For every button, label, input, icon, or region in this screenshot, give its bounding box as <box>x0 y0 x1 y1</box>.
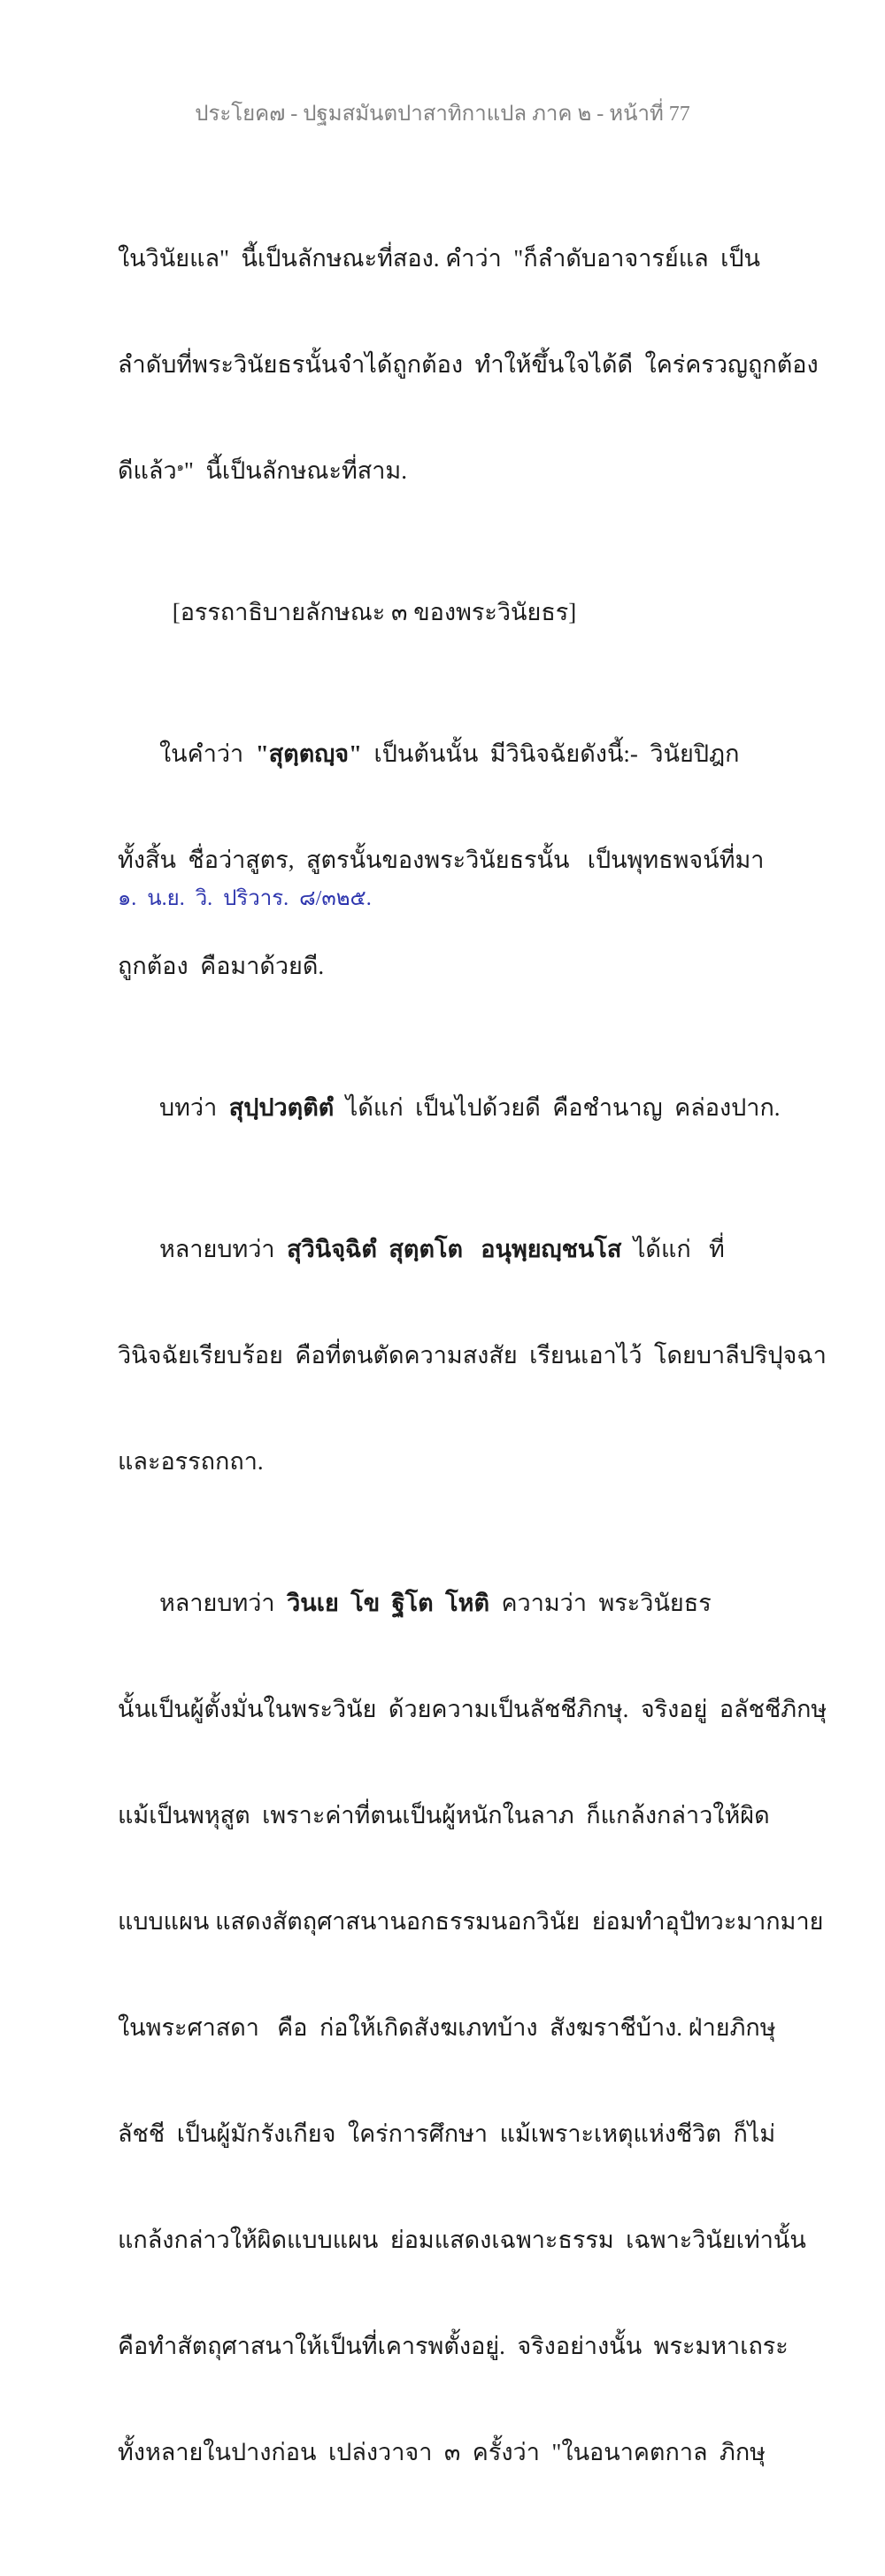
body-line <box>118 1585 712 1621</box>
body-line: คือทำสัตถุศาสนาให้เป็นที่เคารพตั้งอยู่. จริงอย่างนั้น พระมหาเถระ <box>118 2333 789 2359</box>
body-line <box>118 1090 781 1125</box>
page-header: ประโยค๗ - ปฐมสมันตปาสาทิกาแปล ภาค ๒ - หน้าที่ 77 <box>195 103 690 126</box>
body-line: ถูกต้อง คือมาด้วยดี. <box>118 953 325 979</box>
body-line-segment: หลายบทว่า <box>159 1590 288 1616</box>
body-line: ลัชชี เป็นผู้มักรังเกียจ ใคร่การศึกษา แม้เพราะเหตุแห่งชีวิต ก็ไม่ <box>118 2120 776 2147</box>
section-heading: [อรรถาธิบายลักษณะ ๓ ของพระวินัยธร] <box>172 599 577 625</box>
body-line: นั้นเป็นผู้ตั้งมั่นในพระวินัย ด้วยความเป็นลัชชีภิกษุ. จริงอยู่ อลัชชีภิกษุ <box>118 1696 827 1722</box>
footnote: ๑. น.ย. วิ. ปริวาร. ๘/๓๒๕. <box>118 887 372 910</box>
body-line-segment: บทว่า <box>159 1094 229 1121</box>
pali-term: สุวินิจฺฉิตํ สุตฺตโต อนุพฺยญฺชนโส <box>287 1236 622 1262</box>
body-line-segment: " นี้เป็นลักษณะที่สาม. <box>183 457 407 484</box>
body-line <box>118 453 631 488</box>
body-line: ลำดับที่พระวินัยธรนั้นจำได้ถูกต้อง ทำให้ขึ้นใจได้ดี ใคร่ครวญถูกต้อง <box>118 351 819 378</box>
body-line-segment: ได้แก่ ที่ <box>621 1236 725 1262</box>
body-line: และอรรถกถา. <box>118 1448 264 1475</box>
body-line <box>118 1231 725 1267</box>
body-line: ในพระศาสดา คือ ก่อให้เกิดสังฆเภทบ้าง สังฆราชีบ้าง. ฝ่ายภิกษุ <box>118 2014 776 2041</box>
body-line: แกล้งกล่าวให้ผิดแบบแผน ย่อมแสดงเฉพาะธรรม เฉพาะวินัยเท่านั้น <box>118 2227 806 2253</box>
body-line-segment: ได้แก่ เป็นไปด้วยดี คือชำนาญ คล่องปาก. <box>334 1094 781 1121</box>
body-line-segment: หลายบทว่า <box>159 1236 288 1262</box>
body-text <box>118 134 827 2576</box>
body-line-segment: ความว่า พระวินัยธร <box>489 1590 712 1616</box>
body-line: ทั้งหลายในปางก่อน เปล่งวาจา ๓ ครั้งว่า "ในอนาคตกาล ภิกษุ <box>118 2439 766 2465</box>
body-line-segment: ดีแล้ว <box>118 457 177 484</box>
body-line-segment: เป็นต้นนั้น มีวินิจฉัยดังนี้:- วินัยปิฎก <box>362 740 740 767</box>
body-line: แม้เป็นพหุสูต เพราะค่าที่ตนเป็นผู้หนักในลาภ ก็แกล้งกล่าวให้ผิด <box>118 1802 770 1828</box>
pali-term: "สุตฺตญฺจ" <box>255 740 363 767</box>
pali-term: สุปฺปวตฺติตํ <box>228 1094 335 1121</box>
footnote-marker: ๑ <box>176 460 184 473</box>
pali-term: วินเย โข ฐิโต โหติ <box>287 1590 489 1616</box>
body-line-segment: ในคำว่า <box>159 740 256 767</box>
body-line: ทั้งสิ้น ชื่อว่าสูตร, สูตรนั้นของพระวินัยธรนั้น เป็นพุทธพจน์ที่มา <box>118 847 765 873</box>
body-line: วินิจฉัยเรียบร้อย คือที่ตนตัดความสงสัย เรียนเอาไว้ โดยบาลีปริปุจฉา <box>118 1342 827 1368</box>
body-line <box>118 736 740 771</box>
body-line: ในวินัยแล" นี้เป็นลักษณะที่สอง. คำว่า "ก็ลำดับอาจารย์แล เป็น <box>118 245 760 272</box>
body-line: แบบแผน แสดงสัตถุศาสนานอกธรรมนอกวินัย ย่อมทำอุปัทวะมากมาย <box>118 1908 824 1935</box>
